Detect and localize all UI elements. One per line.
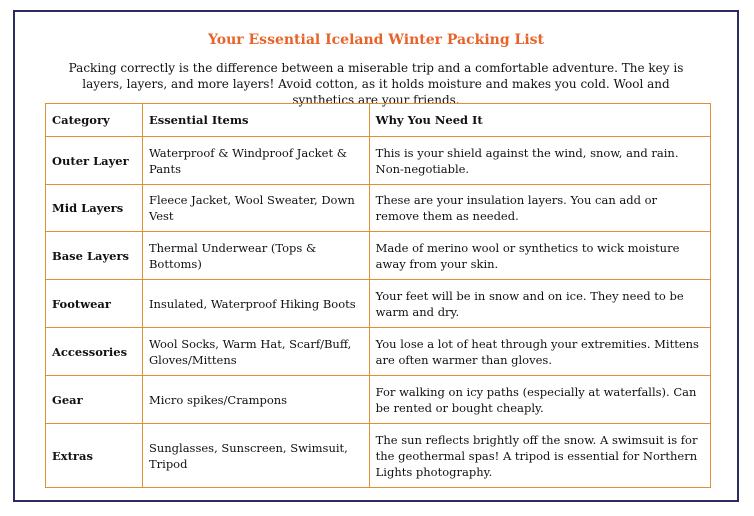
items-cell: Wool Socks, Warm Hat, Scarf/Buff, Gloves/Mittens [142, 328, 369, 376]
header-why: Why You Need It [369, 104, 710, 137]
category-cell: Gear [46, 376, 143, 424]
header-items: Essential Items [142, 104, 369, 137]
category-cell: Outer Layer [46, 137, 143, 185]
document-page [13, 10, 739, 502]
items-cell: Micro spikes/Crampons [142, 376, 369, 424]
reason-cell: Made of merino wool or synthetics to wick moisture away from your skin. [369, 232, 710, 280]
packing-table [45, 103, 711, 488]
table-row [46, 424, 711, 488]
items-cell: Thermal Underwear (Tops & Bottoms) [142, 232, 369, 280]
reason-cell: For walking on icy paths (especially at waterfalls). Can be rented or bought cheaply. [369, 376, 710, 424]
intro-paragraph: Packing correctly is the difference between a miserable trip and a comfortable adventure. The key is layers, layers, and more layers! Avoid cotton, as it holds moisture and makes you cold. Wool and synthetics are your friends. [68, 61, 684, 107]
table-row [46, 185, 711, 232]
category-cell: Mid Layers [46, 185, 143, 232]
items-cell: Waterproof & Windproof Jacket & Pants [142, 137, 369, 185]
table-row [46, 137, 711, 185]
reason-cell: The sun reflects brightly off the snow. A swimsuit is for the geothermal spas! A tripod is essential for Northern Lights photography. [369, 424, 710, 488]
reason-cell: You lose a lot of heat through your extremities. Mittens are often warmer than gloves. [369, 328, 710, 376]
document-title: Your Essential Iceland Winter Packing List [207, 32, 545, 48]
table-header-row [46, 104, 711, 137]
category-cell: Accessories [46, 328, 143, 376]
table-row [46, 328, 711, 376]
table-row [46, 280, 711, 328]
category-cell: Base Layers [46, 232, 143, 280]
reason-cell: This is your shield against the wind, snow, and rain. Non-negotiable. [369, 137, 710, 185]
reason-cell: Your feet will be in snow and on ice. They need to be warm and dry. [369, 280, 710, 328]
category-cell: Extras [46, 424, 143, 488]
table-row [46, 376, 711, 424]
category-cell: Footwear [46, 280, 143, 328]
table-row [46, 232, 711, 280]
items-cell: Fleece Jacket, Wool Sweater, Down Vest [142, 185, 369, 232]
header-category: Category [46, 104, 143, 137]
items-cell: Insulated, Waterproof Hiking Boots [142, 280, 369, 328]
reason-cell: These are your insulation layers. You can add or remove them as needed. [369, 185, 710, 232]
items-cell: Sunglasses, Sunscreen, Swimsuit, Tripod [142, 424, 369, 488]
